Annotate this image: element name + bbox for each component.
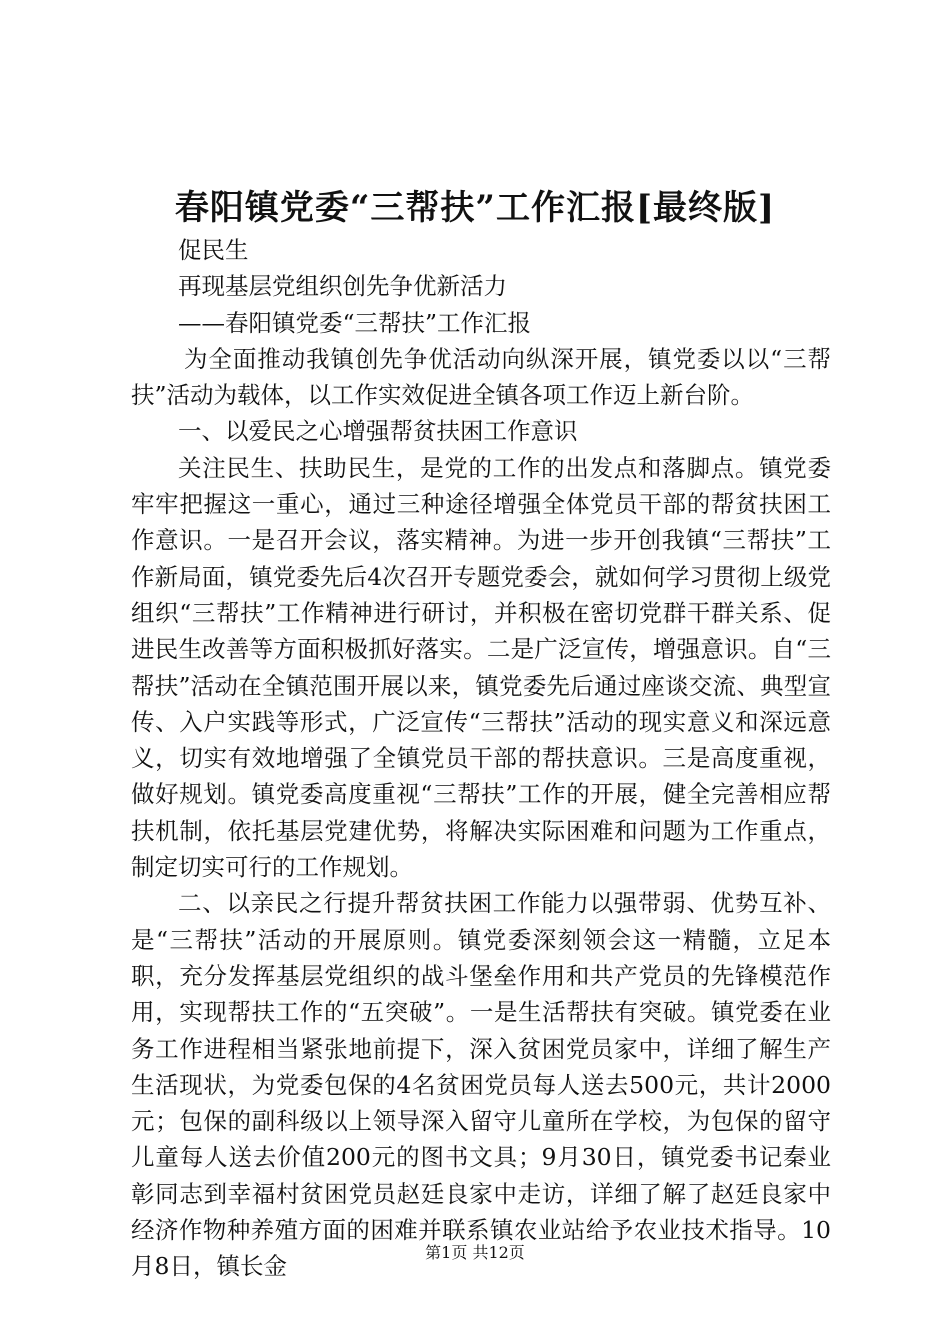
subtitle-line-2: 再现基层党组织创先争优新活力 — [178, 272, 507, 301]
subtitle-line-3: ——春阳镇党委“三帮扶”工作汇报 — [178, 308, 532, 337]
paragraph-section-1: 关注民生、扶助民生，是党的工作的出发点和落脚点。镇党委牢牢把握这一重心，通过三种途径增强全体党员干部的帮贫扶困工作意识。一是召开会议，落实精神。为进一步开创我镇“三帮扶”工作新局面，镇党委先后4次召开专题党委会，就如何学习贯彻上级党组织“三帮扶”工作精神进行研讨，并积极在密切党群干群关系、促进民生改善等方面积极抓好落实。二是广泛宣传，增强意识。自“三帮扶”活动在全镇范围开展以来，镇党委先后通过座谈交流、典型宣传、入户实践等形式，广泛宣传“三帮扶”活动的现实意义和深远意义，切实有效地增强了全镇党员干部的帮扶意识。三是高度重视，做好规划。镇党委高度重视“三帮扶”工作的开展，健全完善相应帮扶机制，依托基层党建优势，将解决实际困难和问题为工作重点，制定切实可行的工作规划。 — [131, 453, 831, 882]
section-heading-1: 一、以爱民之心增强帮贫扶困工作意识 — [178, 417, 578, 446]
paragraph-intro: 为全面推动我镇创先争优活动向纵深开展，镇党委以以“三帮扶”活动为载体，以工作实效促进全镇各项工作迈上新台阶。 — [131, 344, 831, 410]
document-body — [131, 232, 831, 1285]
document-title: 春阳镇党委“三帮扶”工作汇报[最终版] — [174, 188, 776, 228]
subtitle-line-1: 促民生 — [178, 236, 249, 264]
paragraph-section-2: 二、以亲民之行提升帮贫扶困工作能力以强带弱、优势互补、是“三帮扶”活动的开展原则。镇党委深刻领会这一精髓，立足本职，充分发挥基层党组织的战斗堡垒作用和共产党员的先锋模范作用，实现帮扶工作的“五突破”。一是生活帮扶有突破。镇党委在业务工作进程相当紧张地前提下，深入贫困党员家中，详细了解生产生活现状，为党委包保的4名贫困党员每人送去500元，共计2000元；包保的副科级以上领导深入留守儿童所在学校，为包保的留守儿童每人送去价值200元的图书文具；9月30日，镇党委书记秦业彰同志到幸福村贫困党员赵廷良家中走访，详细了解了赵廷良家中经济作物种养殖方面的困难并联系镇农业站给予农业技术指导。10月8日，镇长金 — [131, 889, 831, 1281]
page-number: 第1页 共12页 — [425, 1243, 525, 1262]
